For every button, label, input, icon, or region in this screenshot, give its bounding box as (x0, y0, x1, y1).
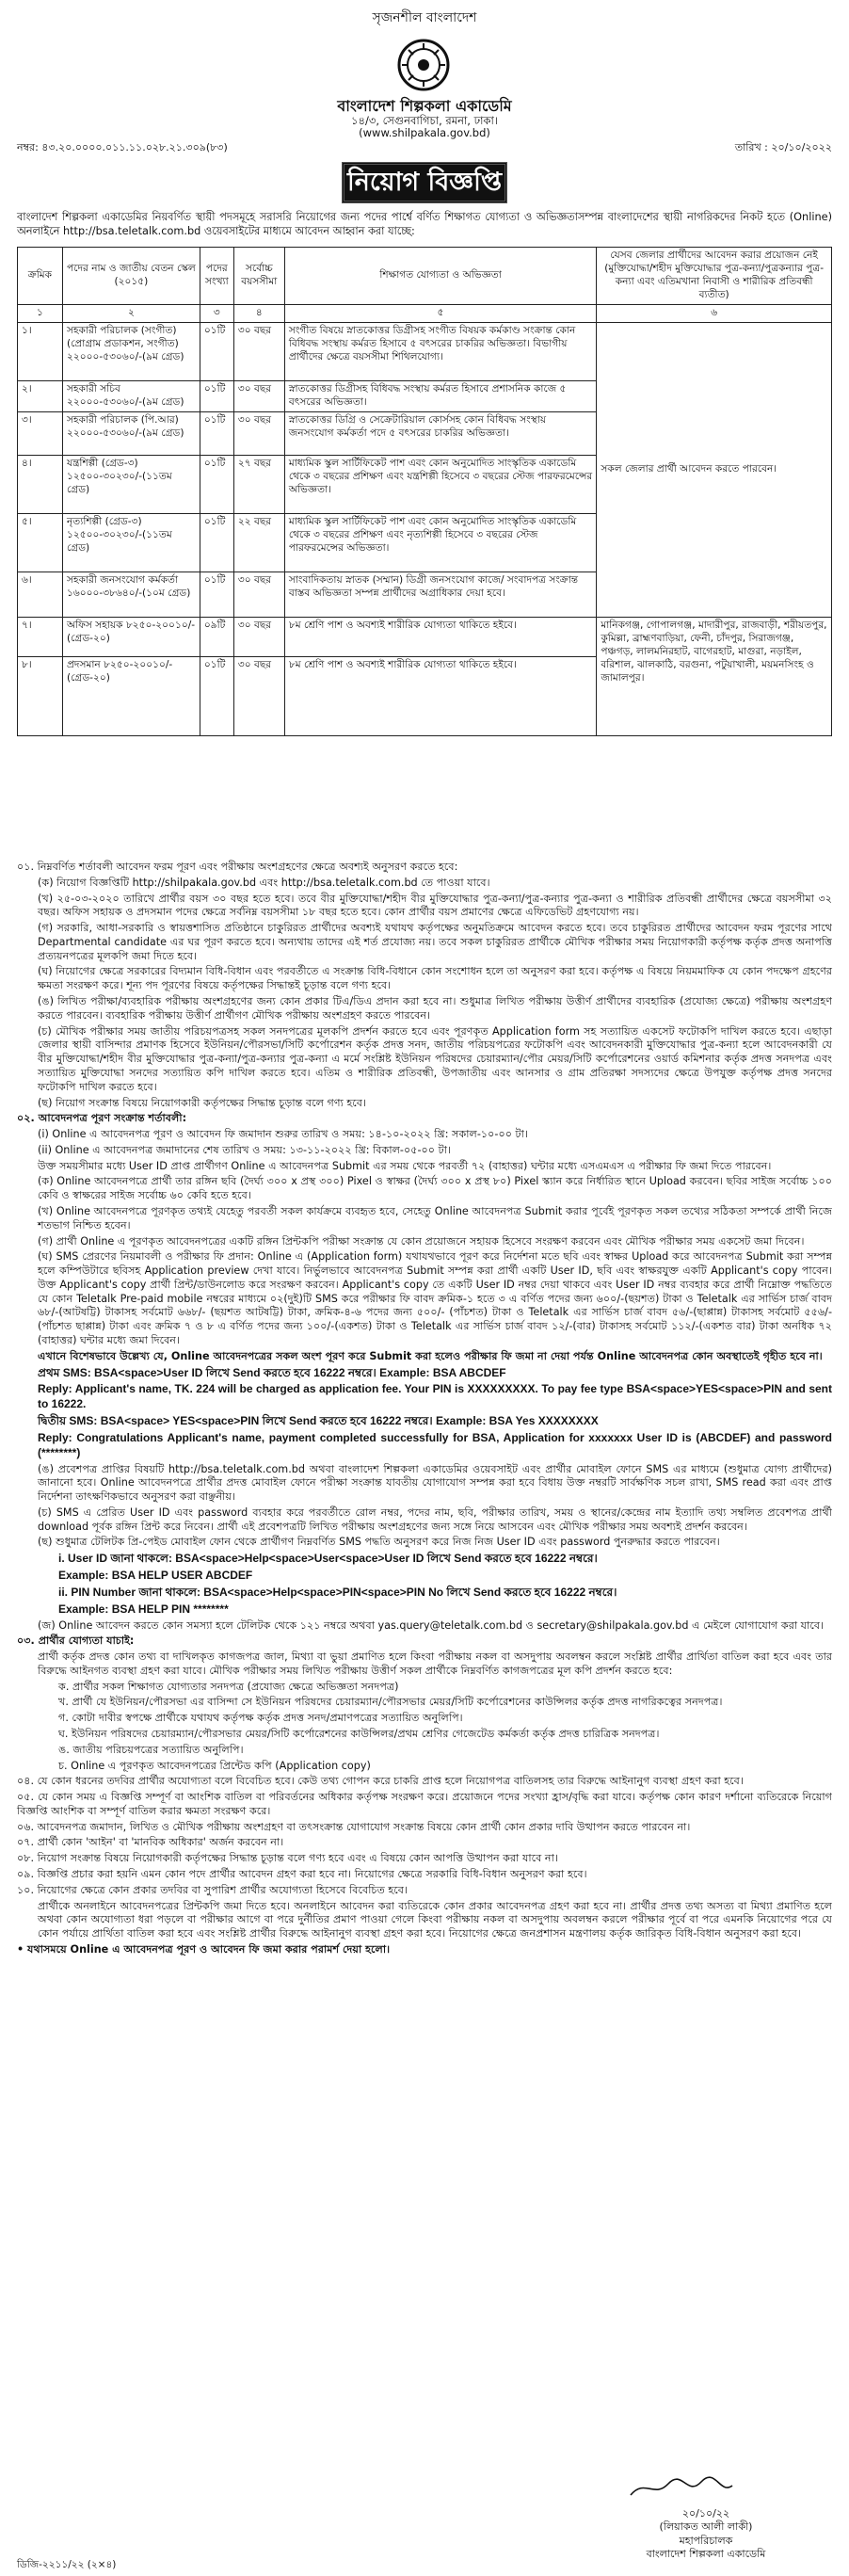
post-cell: নৃত্যশিল্পী (গ্রেড-৩) ১২৫০০-৩০২৩০/-(১১তম গ্রেড) (62, 513, 200, 572)
age-cell: ২৭ বছর (233, 455, 284, 513)
closing-note: • যথাসময়ে Online এ আবেদনপত্র পূরণ ও আবেদন ফি জমা করার পরামর্শ দেয়া হলো। (17, 1942, 391, 1956)
reference-row (17, 141, 832, 155)
post-cell: সহকারী পরিচালক (পি.আর) ২২০০০-৫৩০৬০/-(৯ম গ্রেড) (62, 411, 200, 455)
condition-item: (গ) সরকারি, আধা-সরকারি ও স্বায়ত্তশাসিত প্রতিষ্ঠানে চাকুরিরত প্রার্থীদের অবশ্যই যথাযথ কর্তৃপক্ষের অনুমতিক্রমে আবেদন করতে হবে। তবে চাকুরিরত প্রার্থীদের আবেদন ফরম পূরণের সাথে Departmental candidate এর ঘর পূরণ করতে হবে। অন্যথায় তাদের এই শর্ত প্রযোজ্য নয়। তবে সকল চাকুরিরত প্রার্থীকে মৌখিক পরীক্ষার সময় নিয়োগকারী কর্তৃপক্ষ কর্তৃক প্রদত্ত অনাপত্তি প্রত্যয়নপত্রের মূলকপি জমা দিতে হবে। (38, 922, 832, 962)
column-number: ৫ (284, 304, 596, 322)
column-number-row (18, 304, 832, 322)
document-item: খ. প্রার্থী যে ইউনিয়ন/পৌরসভা এর বাসিন্দা সে ইউনিয়ন পরিষদের চেয়ারম্যান/পৌরসভার মেয়র/সিটি কর্পোরেশনের কাউন্সিলর কর্তৃক প্রদত্ত নাগরিকত্বের সনদপত্র। (58, 1696, 723, 1709)
condition-item: (ঘ) SMS প্রেরণের নিয়মাবলী ও পরীক্ষার ফি প্রদান: Online এ (Application form) যথাযথভাবে পূরণ করে নির্দেশনা মতে ছবি এবং স্বাক্ষর Upload করে আবেদনপত্র Submit করা সম্পন্ন হলে কম্পিউটারে ছবিসহ Application preview দেখা যাবে। নির্ভুলভাবে আবেদনপত্র Submit সম্পন্ন করা প্রার্থী একটি User ID, ছবি এবং স্বাক্ষরযুক্ত একটি Applicant's copy পাবেন। উক্ত Applicant's copy প্রার্থী প্রিন্ট/ডাউনলোড করে সংরক্ষণ করবেন। Applicant's copy তে একটি User ID নম্বর দেয়া থাকবে এবং User ID নম্বর ব্যবহার করে প্রার্থী নিম্নোক্ত পদ্ধতিতে যে কোন Teletalk Pre-paid mobile নম্বরের মাধ্যমে ০২(দুই)টি SMS করে পরীক্ষার ফি বাবদ ক্রমিক-১ হতে ৩ এ বর্ণিত পদের জন্য ৬০০/-(ছয়শত) টাকা ও Teletalk এর সার্ভিস চার্জ বাবদ ৬৮/-(আটষট্টি) টাকাসহ সর্বমোট ৬৬৮/- (ছয়শত আটষট্টি) টাকা, ক্রমিক-৪-৬ পদের জন্য ৫০০/- (পাঁচশত) টাকা ও Teletalk এর সার্ভিস চার্জ বাবদ ৫৬/-(ছাপ্পান্ন) টাকাসহ সর্বমোট ৫৫৬/-(পাঁচশত ছাপ্পান্ন) টাকা এবং ক্রমিক ৭ ও ৮ এ বর্ণিত পদের জন্য ১০০/-(একশত) টাকা ও Teletalk এর সার্ভিস চার্জ বাবদ ১২/-(বার) টাকাসহ সর্বমোট ১১২/-(একশত বার) টাকা অনধিক ৭২ (বাহাত্তর) ঘন্টার মধ্যে জমা দিবেন। (38, 1250, 832, 1346)
condition-item: প্রার্থীকে অনলাইনে আবেদনপত্রের প্রিন্টকপি জমা দিতে হবে। অনলাইনে আবেদন করা ব্যতিরেকে কোন প্রকার আবেদনপত্র গ্রহণ করা হবে না। প্রার্থীর প্রদত্ত তথ্য অসত্য বা মিথ্যা প্রমাণিত হলে অথবা কোন অযোগ্যতা ধরা পড়লে বা পরীক্ষার আগে বা পরে দুর্নীতির প্রমাণ পাওয়া গেলে কিংবা পরীক্ষায় নকল বা অসদুপায় অবলম্বন করলে পরীক্ষার পূর্বে বা পরে এমনকি নিয়োগের পরে যে কোন পর্যায়ে প্রার্থিতা বাতিল করা হবে এবং সংশ্লিষ্ট প্রার্থীর বিরুদ্ধে আইনানুগ ব্যবস্থা গ্রহণ করা হবে। নিয়োগের ক্ষেত্রে জনপ্রশাসন মন্ত্রণালয় কর্তৃক জারিকৃত বিধি-বিধান অনুসরণ করা হবে। (38, 1899, 832, 1940)
org-name: বাংলাদেশ শিল্পকলা একাডেমি (337, 97, 512, 115)
age-cell: ৩০ বছর (233, 656, 284, 735)
condition-item: (গ) প্রার্থী Online এ পূরণকৃত আবেদনপত্রের একটি রঙ্গিন প্রিন্টকপি পরীক্ষা সংক্রান্ত যে কোন প্রয়োজনে সহায়ক হিসেবে সংরক্ষণ করবেন এবং মৌখিক পরীক্ষার সময় একসেট জমা দিবেন। (38, 1234, 805, 1248)
document-item: ক. প্রার্থীর সকল শিক্ষাগত যোগ্যতার সনদপত্র (প্রযোজ্য ক্ষেত্রে অভিজ্ঞতা সনদপত্র) (58, 1680, 399, 1693)
column-header: শিক্ষাগত যোগ্যতা ও অভিজ্ঞতা (284, 248, 596, 305)
serial-cell: ৮। (18, 656, 63, 735)
serial-cell: ৩। (18, 411, 63, 455)
serial-cell: ৫। (18, 513, 63, 572)
age-cell: ৩০ বছর (233, 572, 284, 617)
footer-code: ডিজি-২২১১/২২ (২×৪) (17, 2559, 117, 2570)
qualification-cell: স্নাতকোত্তর ডিগ্রীসহ বিধিবদ্ধ সংস্থায় কর্মরত হিসাবে প্রশাসনিক কাজে ৫ বৎসরের অভিজ্ঞতা। (284, 380, 596, 411)
condition-item: ১০. নিয়োগের ক্ষেত্রে কোন প্রকার তদবির বা সুপারিশ প্রার্থীর অযোগ্যতা হিসেবে বিবেচিত হবে। (17, 1883, 408, 1896)
table-row (18, 617, 832, 656)
condition-item: ০৮. নিয়োগ সংক্রান্ত বিষয়ে নিয়োগকারী কর্তৃপক্ষের সিদ্ধান্ত চূড়ান্ত বলে গণ্য হবে এবং এ বিষয়ে কোন আপত্তি উত্থাপন করা যাবে না। (17, 1852, 558, 1865)
intro-paragraph: বাংলাদেশ শিল্পকলা একাডেমির নিয়বর্ণিত স্থায়ী পদসমূহে সরাসরি নিয়োগের জন্য পদের পার্শ্বে বর্ণিত শিক্ষাগত যোগ্যতা ও অভিজ্ঞতাসম্পন্ন বাংলাদেশের স্থায়ী নাগরিকদের নিকট হতে (Online) অনলাইনে http://bsa.teletalk.com.bd ওয়েবসাইটের মাধ্যমে আবেদন আহ্বান করা যাচ্ছে: (17, 211, 832, 237)
age-cell: ৩০ বছর (233, 380, 284, 411)
qualification-cell: মাধ্যমিক স্কুল সার্টিফিকেট পাশ এবং কোন অনুমোদিত সাংস্কৃতিক একাডেমি থেকে ৩ বছরের প্রশিক্ষণ এবং নৃত্যশিল্পী হিসেবে ৩ বছরের স্টেজ পারফরমেন্সের অভিজ্ঞতা। (284, 513, 596, 572)
column-header: পদের নাম ও জাতীয় বেতন স্কেল (২০১৫) (62, 248, 200, 305)
count-cell: ০১টি (200, 656, 233, 735)
count-cell: ০১টি (200, 411, 233, 455)
sms-example: Example: BSA HELP USER ABCDEF (58, 1569, 253, 1583)
signature-date: ২০/১০/২২ (681, 2506, 730, 2520)
warning-note: এখানে বিশেষভাবে উল্লেখ্য যে, Online আবেদনপত্রের সকল অংশ পূরণ করে Submit করা হলেও পরীক্ষার ফি জমা না দেয়া পর্যন্ত Online আবেদনপত্র কোন অবস্থাতেই গৃহীত হবে না। (38, 1349, 823, 1362)
document-item: গ. কোটা দাবীর স্বপক্ষে প্রার্থীকে যথাযথ কর্তৃপক্ষ কর্তৃক প্রদত্ত সনদ/প্রমাণপত্রের সত্যায়িত অনুলিপি। (58, 1712, 463, 1725)
column-header: সর্বোচ্চ বয়সসীমা (233, 248, 284, 305)
count-cell: ০১টি (200, 380, 233, 411)
signature-scribble-icon (621, 2476, 791, 2501)
condition-item: (খ) Online আবেদনপত্রে পূরণকৃত তথ্যই যেহেতু পরবর্তী সকল কার্যক্রমে ব্যবহৃত হবে, সেহেতু Online আবেদনপত্র Submit করার পূর্বেই পূরণকৃত সকল তথ্যের সঠিকতা সম্পর্কে প্রার্থী নিজে শতভাগ নিশ্চিত হবেন। (38, 1204, 832, 1232)
qualification-cell: সাংবাদিকতায় স্নাতক (সম্মান) ডিগ্রী জনসংযোগ কাজে/ সংবাদপত্র সংক্রান্ত বাস্তব অভিজ্ঞতা সম্পন্ন প্রার্থীদের অগ্রাধিকার দেয়া হবে। (284, 572, 596, 617)
count-cell: ০১টি (200, 322, 233, 380)
condition-item: (চ) SMS এ প্রেরিত User ID এবং password ব্যবহার করে পরবর্তীতে রোল নম্বর, পদের নাম, ছবি, পরীক্ষার তারিখ, সময় ও স্থানের/কেন্দ্রের নাম ইত্যাদি তথ্য সম্বলিত প্রবেশপত্র প্রার্থী download পূর্বক রঙ্গিন প্রিন্ট করে নিবেন। প্রার্থী এই প্রবেশপত্রটি লিখিত পরীক্ষায় অংশগ্রহণের জন্য সঙ্গে নিয়ে আসবেন এবং মৌখিক পরীক্ষার সময় অবশ্যই প্রদর্শন করবেন। (38, 1505, 832, 1533)
qualification-cell: মাধ্যমিক স্কুল সার্টিফিকেট পাশ এবং কোন অনুমোদিত সাংস্কৃতিক একাডেমি থেকে ৩ বছরের প্রশিক্ষণ এবং যন্ত্রশিল্পী হিসেবে ৩ বছরের স্টেজ পারফরমেন্সের অভিজ্ঞতা। (284, 455, 596, 513)
notice-title: নিয়োগ বিজ্ঞপ্তি (342, 162, 507, 203)
post-cell: সহকারী সচিব ২২০০০-৫৩০৬০/-(৯ম গ্রেড) (62, 380, 200, 411)
post-cell: সহকারী পরিচালক (সংগীত) (প্রোগ্রাম প্রডাকশন, সংগীত) ২২০০০-৫৩০৬০/-(৯ম গ্রেড) (62, 322, 200, 380)
column-number: ২ (62, 304, 200, 322)
condition-item: ০৭. প্রার্থী কোন 'আইন' বা 'মানবিক অধিকার' অর্জন করবেন না। (17, 1836, 284, 1849)
column-number: ৪ (233, 304, 284, 322)
eligible-districts-cell: সকল জেলার প্রার্থী আবেদন করতে পারবেন। (597, 322, 832, 617)
signature-block (584, 2476, 828, 2562)
condition-item: ০৬. আবেদনপত্র জমাদান, লিখিত ও মৌখিক পরীক্ষায় অংশগ্রহণ বা তৎসংক্রান্ত যোগাযোগ সংক্রান্ত বিষয়ে কোন প্রার্থী কোন প্রকার দাবি উত্থাপন করতে পারবেন না। (17, 1820, 691, 1833)
serial-cell: ১। (18, 322, 63, 380)
table-header-row (18, 248, 832, 305)
serial-cell: ৪। (18, 455, 63, 513)
signatory-org: বাংলাদেশ শিল্পকলা একাডেমি (646, 2548, 766, 2561)
memo-number: নম্বর: ৪৩.২০.০০০০.০১১.১১.০২৮.২১.৩০৯(৮৩) (17, 141, 228, 153)
sms-instruction: দ্বিতীয় SMS: BSA<space> YES<space>PIN লিখে Send করতে হবে 16222 নম্বরে। Example: BSA Yes XXXXXXXX (38, 1414, 599, 1428)
qualification-cell: স্নাতকোত্তর ডিগ্রি ও সেক্রেটারিয়াল কোর্সসহ কোন বিধিবদ্ধ সংস্থায় জনসংযোগ কর্মকর্তা পদে ৫ বৎসরের চাকরির অভিজ্ঞতা। (284, 411, 596, 455)
serial-cell: ২। (18, 380, 63, 411)
condition-item: ০৪. যে কোন ধরনের তদবির প্রার্থীর অযোগ্যতা বলে বিবেচিত হবে। কেউ তথ্য গোপন করে চাকরি প্রাপ্ত হলে নিয়োগপত্র বাতিলসহ তার বিরুদ্ধে আইনানুগ ব্যবস্থা গ্রহণ করা হবে। (17, 1775, 744, 1788)
column-header: যেসব জেলার প্রার্থীদের আবেদন করার প্রয়োজন নেই (মুক্তিযোদ্ধা/শহীদ মুক্তিযোদ্ধার পুত্র-কন্যা/পুত্রকন্যার পুত্র-কন্যা এবং এতিমখানা নিবাসী ও শারীরিক প্রতিবন্ধী ব্যতীত) (597, 248, 832, 305)
condition-item: (ক) Online আবেদনপত্রে প্রার্থী তার রঙ্গিন ছবি (দৈর্ঘ্য ৩০০ x প্রস্থ ৩০০) Pixel ও স্বাক্ষর (দৈর্ঘ্য ৩০০ x প্রস্থ ৮০) Pixel স্ক্যান করে নির্ধারিত স্থানে Upload করবেন। ছবির সাইজ সর্বোচ্চ ১০০ কেবি ও স্বাক্ষরের সাইজ সর্বোচ্চ ৬০ কেবি হতে হবে। (38, 1175, 832, 1202)
contact-info: (জ) Online আবেদন করতে কোন সমস্যা হলে টেলিটক থেকে ১২১ নম্বরে অথবা yas.query@teletalk.com.bd ও secretary@shilpakala.gov.bd এ মেইলে যোগাযোগ করা যাবে। (38, 1618, 825, 1632)
column-header: পদের সংখ্যা (200, 248, 233, 305)
serial-cell: ৭। (18, 617, 63, 656)
condition-item: প্রার্থী কর্তৃক প্রদত্ত কোন তথ্য বা দাখিলকৃত কাগজপত্র জাল, মিথ্যা বা ভুয়া প্রমাণিত হলে কিংবা পরীক্ষায় নকল বা অসদুপায় অবলম্বন করলে সংশ্লিষ্ট প্রার্থীর প্রার্থিতা বাতিল করা হবে এবং তার বিরুদ্ধে আইনগত ব্যবস্থা গ্রহণ করা যাবে। মৌখিক পরীক্ষার সময় লিখিত পরীক্ষায় উত্তীর্ণ সকল প্রার্থীকে নিম্নবর্ণিত কাগজপত্রের মূল কপি প্রদর্শন করতে হবে: (38, 1650, 832, 1677)
sms-instruction: প্রথম SMS: BSA<space>User ID লিখে Send করতে হবে 16222 নম্বরে। Example: BSA ABCDEF (38, 1365, 506, 1379)
document-item: চ. Online এ পূরণকৃত আবেদনপত্রের প্রিন্টেড কপি (Application copy) (58, 1759, 371, 1772)
document-item: ঘ. ইউনিয়ন পরিষদের চেয়ারম্যান/পৌরসভার মেয়র/সিটি কর্পোরেশনের কাউন্সিলর/প্রথম শ্রেণির গেজেটেড কর্মকর্তা কর্তৃক প্রদত্ত চারিত্রিক সনদপত্র। (58, 1728, 660, 1740)
column-number: ৩ (200, 304, 233, 322)
count-cell: ০৯টি (200, 617, 233, 656)
condition-item: ০৫. যে কোন সময় এ বিজ্ঞপ্তি সম্পূর্ণ বা আংশিক বাতিল বা পরিবর্তনের অধিকার কর্তৃপক্ষ সংরক্ষণ করে। প্রয়োজনে পদের সংখ্যা হ্রাস/বৃদ্ধি করা যাবে। কর্তৃপক্ষ কোন কারণ দর্শানো ব্যতিরেকে নিয়োগ বিজ্ঞপ্তি আংশিক বা সম্পূর্ণ বাতিল করার ক্ষমতা সংরক্ষণ করে। (17, 1791, 832, 1817)
column-number: ৬ (597, 304, 832, 322)
sms-example: Example: BSA HELP PIN ******** (58, 1602, 229, 1616)
org-website: (www.shilpakala.gov.bd) (359, 126, 490, 139)
age-cell: ২২ বছর (233, 513, 284, 572)
sms-reply: Reply: Applicant's name, TK. 224 will be charged as application fee. Your PIN is XXXXXXXXX. To pay fee type BSA<space>YES<space>PIN and sent to 16222. (38, 1382, 832, 1411)
post-cell: যন্ত্রশিল্পী (গ্রেড-৩) ১২৫০০-৩০২৩০/-(১১তম গ্রেড) (62, 455, 200, 513)
condition-item: (ii) Online এ আবেদনপত্র জমাদানের শেষ তারিখ ও সময়: ১৩-১১-২০২২ খ্রি: বিকাল-০৫-০০ টা। (38, 1143, 451, 1156)
condition-item: (খ) ২৫-০৩-২০২০ তারিখে প্রার্থীর বয়স ৩০ বছর হতে হবে। তবে বীর মুক্তিযোদ্ধা/শহীদ বীর মুক্তিযোদ্ধার পুত্র-কন্যা/পুত্র-কন্যার পুত্র-কন্যা ও শারীরিক প্রতিবন্ধী প্রার্থীদের ক্ষেত্রে বয়সসীমা ৩২ বছর। অফিস সহায়ক ও প্রদসমান পদের ক্ষেত্রে সর্বনিম্ন বয়সসীমা ১৮ বছর হতে হবে। কোন প্রার্থীর বয়স প্রমাণের ক্ষেত্রে এফিডেভিট গ্রহণযোগ্য নয়। (38, 892, 832, 919)
post-cell: অফিস সহায়ক ৮২৫০-২০০১০/-(গ্রেড-২০) (62, 617, 200, 656)
count-cell: ০১টি (200, 455, 233, 513)
section-heading: ০৩. প্রার্থীর যোগ্যতা যাচাই: (17, 1634, 135, 1648)
condition-item: (ঘ) নিয়োগের ক্ষেত্রে সরকারের বিদ্যমান বিধি-বিধান এবং পরবর্তীতে এ সংক্রান্ত বিধি-বিধানে কোন সংশোধন হলে তা অনুসরণ করা হবে। কর্তৃপক্ষ এ বিষয়ে নিয়মমাফিক যে কোন পদক্ষেপ গ্রহণের ক্ষমতা সংরক্ষণ করে। শূন্য পদ পূরণের বিষয়ে কর্তৃপক্ষের সিদ্ধান্তই চূড়ান্ত বলে গণ্য হবে। (38, 965, 832, 992)
condition-item: উক্ত সময়সীমার মধ্যে User ID প্রাপ্ত প্রার্থীগণ Online এ আবেদনপত্র Submit এর সময় থেকে পরবর্তী ৭২ (বাহাত্তর) ঘন্টার মধ্যে এসএমএস এ পরীক্ষার ফি জমা দিতে পারবেন। (38, 1159, 772, 1172)
sms-instruction: i. User ID জানা থাকলে: BSA<space>Help<space>User<space>User ID লিখে Send করতে হবে 16222 নম্বরে। (58, 1552, 598, 1566)
table-row (18, 322, 832, 380)
signatory-name: (লিয়াকত আলী লাকী) (659, 2520, 753, 2534)
qualification-cell: ৮ম শ্রেণি পাশ ও অবশ্যই শারীরিক যোগ্যতা থাকিতে হইবে। (284, 656, 596, 735)
age-cell: ৩০ বছর (233, 411, 284, 455)
post-cell: সহকারী জনসংযোগ কর্মকর্তা ১৬০০০-৩৮৬৪০/-(১০ম গ্রেড) (62, 572, 200, 617)
age-cell: ৩০ বছর (233, 617, 284, 656)
count-cell: ০১টি (200, 513, 233, 572)
serial-cell: ৬। (18, 572, 63, 617)
condition-item: (চ) মৌখিক পরীক্ষার সময় জাতীয় পরিচয়পত্রসহ সকল সনদপত্রের মূলকপি প্রদর্শন করতে হবে এবং পূরণকৃত Application form সহ সত্যায়িত একসেট ফটোকপি দাখিল করতে হবে। এছাড়া জেলার স্থায়ী বাসিন্দার প্রমাণক হিসেবে ইউনিয়ন/পৌরসভা/সিটি কর্পোরেশন কর্তৃক প্রদত্ত সনদ, জাতীয় পরিচয়পত্রের ফটোকপি এবং আবেদনকারী মুক্তিযোদ্ধার পুত্র-কন্যা হলে আবেদনকারী যে বীর মুক্তিযোদ্ধা/শহীদ বীর মুক্তিযোদ্ধার পুত্র-কন্যা/পুত্র-কন্যার পুত্র-কন্যা এ মর্মে সংশ্লিষ্ট ইউনিয়ন পরিষদের চেয়ারম্যান/পৌর মেয়র/সিটি কর্পোরেশনের ওয়ার্ড কমিশনার কর্তৃক প্রদত্ত সনদপত্র এবং সত্যায়িত মুক্তিযোদ্ধা সনদের সত্যায়িত কপি দাখিল করতে হবে। এতিম ও শারীরিক প্রতিবন্ধী, উপজাতীয় এবং আনসার ও গ্রাম প্রতিরক্ষা সদস্যদের ক্ষেত্রে উপযুক্ত কর্তৃপক্ষ প্রদত্ত সনদের ফটোকপি দাখিল করতে হবে। (38, 1024, 832, 1093)
org-address: ১৪/৩, সেগুনবাগিচা, রমনা, ঢাকা। (351, 114, 498, 127)
age-cell: ৩০ বছর (233, 322, 284, 380)
condition-item: ০৯. বিজ্ঞপ্তি প্রচার করা হয়নি এমন কোন পদে প্রার্থীর আবেদন গ্রহণ করা হবে না। নিয়োগের ক্ষেত্রে সরকারি বিধি-বিধান অনুসরণ করা হবে। (17, 1868, 587, 1881)
condition-item: (ঙ) লিখিত পরীক্ষা/ব্যবহারিক পরীক্ষায় অংশগ্রহণের জন্য কোন প্রকার টিএ/ডিএ প্রদান করা হবে না। শুধুমাত্র লিখিত পরীক্ষায় উত্তীর্ণ প্রার্থীদের ব্যবহারিক (প্রযোজ্য ক্ষেত্রে) পরীক্ষায় অংশগ্রহণ করতে পারবেন। ব্যবহারিক পরীক্ষায় উত্তীর্ণ প্রার্থীগণ মৌখিক পরীক্ষায় অংশগ্রহণ করতে পারবেন। (38, 995, 832, 1022)
condition-item: (ঙ) প্রবেশপত্র প্রাপ্তির বিষয়টি http://bsa.teletalk.com.bd অথবা বাংলাদেশ শিল্পকলা একাডেমির ওয়েবসাইট এবং প্রার্থীর মোবাইল ফোনে SMS এর মাধ্যমে (শুধুমাত্র যোগ্য প্রার্থীদের) জানানো হবে। Online আবেদনপত্রে প্রার্থীর প্রদত্ত মোবাইল ফোনে পরীক্ষা সংক্রান্ত যাবতীয় যোগাযোগ সম্পন্ন করা হবে বিধায় উক্ত নম্বরটি সার্বক্ষণিক সচল রাখা, SMS read করা এবং প্রাপ্ত নির্দেশনা তাৎক্ষণিকভাবে অনুসরণ করা বাঞ্ছনীয়। (38, 1462, 832, 1504)
conditions-section (17, 861, 832, 1959)
academy-emblem-icon (396, 38, 451, 92)
column-number: ১ (18, 304, 63, 322)
signatory-designation: মহাপরিচালক (679, 2534, 733, 2547)
count-cell: ০১টি (200, 572, 233, 617)
qualification-cell: ৮ম শ্রেণি পাশ ও অবশ্যই শারীরিক যোগ্যতা থাকিতে হইবে। (284, 617, 596, 656)
section-heading: ০২. আবেদনপত্র পূরণ সংক্রান্ত শর্তাবলী: (17, 1112, 187, 1125)
vacancy-table (17, 247, 832, 736)
condition-item: (ক) নিয়োগ বিজ্ঞপ্তিটি http://shilpakala.gov.bd এবং http://bsa.teletalk.com.bd তে পাওয়া যাবে। (38, 876, 490, 889)
excluded-districts-cell: মানিকগঞ্জ, গোপালগঞ্জ, মাদারীপুর, রাজবাড়ী, শরীয়তপুর, কুমিল্লা, ব্রাহ্মণবাড়িয়া, ফেনী, চাঁদপুর, সিরাজগঞ্জ, পঞ্চগড়, লালমনিরহাট, বাগেরহাট, মাগুরা, নড়াইল, বরিশাল, ঝালকাঠি, বরগুনা, পটুয়াখালী, ময়মনসিংহ ও জামালপুর। (597, 617, 832, 735)
document-item: ঙ. জাতীয় পরিচয়পত্রের সত্যায়িত অনুলিপি। (58, 1743, 244, 1756)
notice-date: তারিখ : ২০/১০/২০২২ (734, 141, 832, 153)
qualification-cell: সংগীত বিষয়ে স্নাতকোত্তর ডিগ্রীসহ সংগীত বিষয়ক কর্মকাণ্ড সংক্রান্ত কোন বিধিবদ্ধ সংস্থায় কর্মরত হিসাবে ৫ বৎসরের চাকরির অভিজ্ঞতা। বিভাগীয় প্রার্থীদের ক্ষেত্রে বয়সসীমা শিথিলযোগ্য। (284, 322, 596, 380)
column-header: ক্রমিক (18, 248, 63, 305)
section-heading: ০১. নিম্নবর্ণিত শর্তাবলী আবেদন ফরম পূরণ এবং পরীক্ষায় অংশগ্রহণের ক্ষেত্রে অবশ্যই অনুসরণ করতে হবে: (17, 861, 458, 873)
condition-item: (ছ) শুধুমাত্র টেলিটক প্রি-পেইড মোবাইল ফোন থেকে প্রার্থীগণ নিম্নবর্ণিত SMS পদ্ধতি অনুসরণ করে নিজ নিজ User ID এবং password পুনরুদ্ধার করতে পারবেন। (38, 1536, 720, 1549)
post-cell: প্রদসমান ৮২৫০-২০০১০/-(গ্রেড-২০) (62, 656, 200, 735)
condition-item: (i) Online এ আবেদনপত্র পূরণ ও আবেদন ফি জমাদান শুরুর তারিখ ও সময়: ১৪-১০-২০২২ খ্রি: সকাল-১০-০০ টা। (38, 1128, 528, 1141)
condition-item: (ছ) নিয়োগ সংক্রান্ত বিষয়ে নিয়োগকারী কর্তৃপক্ষের সিদ্ধান্ত চূড়ান্ত বলে গণ্য হবে। (38, 1096, 367, 1109)
sms-instruction: ii. PIN Number জানা থাকলে: BSA<space>Help<space>PIN<space>PIN No লিখে Send করতে হবে 16222 নম্বরে। (58, 1585, 617, 1599)
motto: সৃজনশীল বাংলাদেশ (372, 10, 477, 25)
sms-reply: Reply: Congratulations Applicant's name, payment completed successfully for BSA, Application for xxxxxxx User ID is (ABCDEF) and password (********) (38, 1430, 832, 1459)
